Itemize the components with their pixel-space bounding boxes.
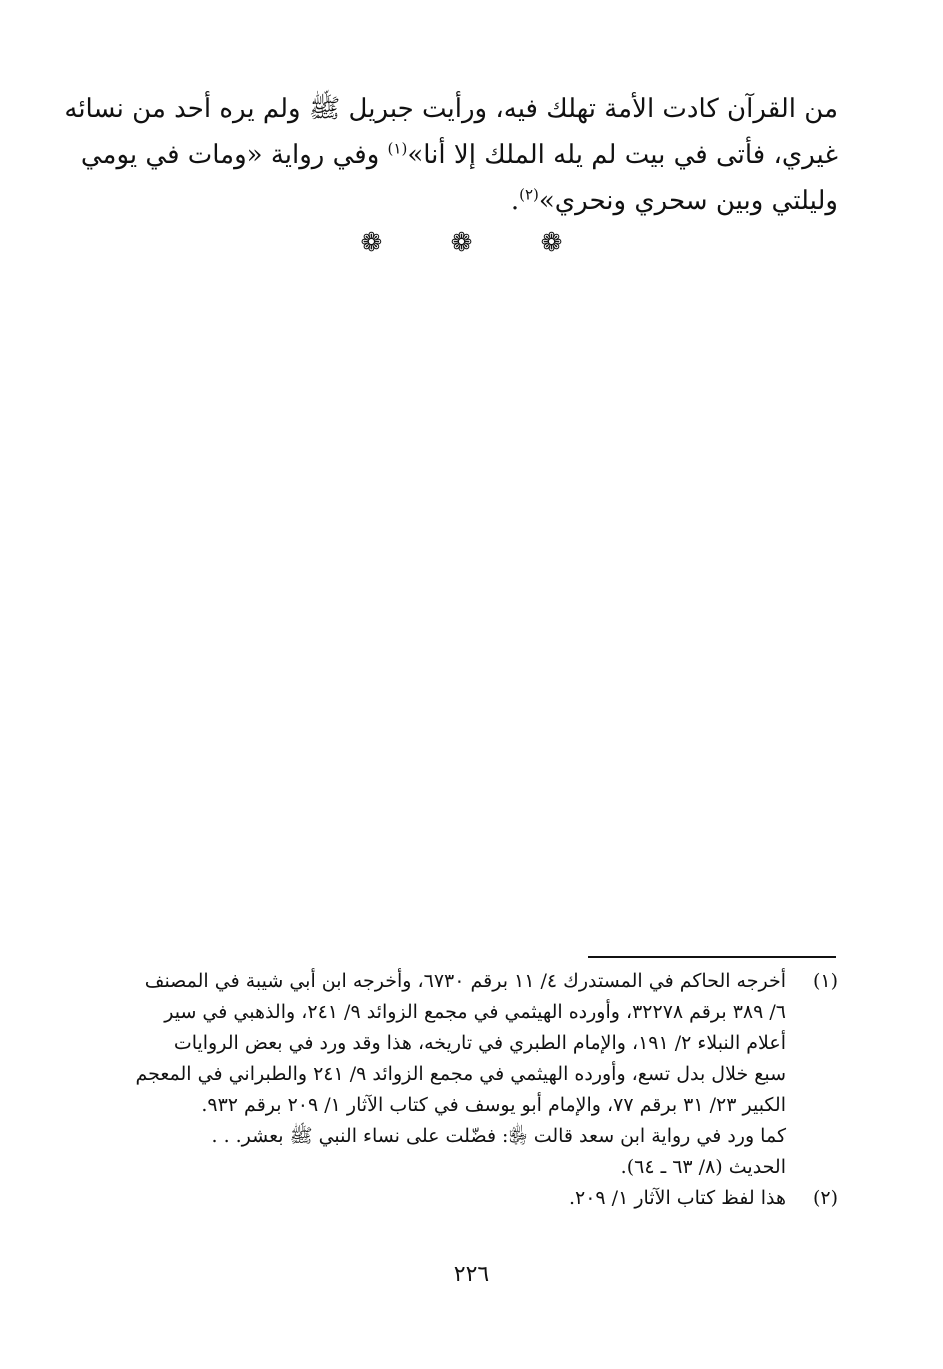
flower-ornament-icon: ❁ xyxy=(540,228,583,258)
main-text-line-part: غيري، فأتى في بيت لم يله الملك إلا أنا» xyxy=(407,140,838,170)
footnote-2 xyxy=(96,1183,838,1214)
page-number: ٢٢٦ xyxy=(453,1262,490,1287)
footnote-line: الحديث (٨/ ٦٣ ـ ٦٤). xyxy=(620,1156,786,1178)
main-text-line xyxy=(80,132,838,178)
footnote-reference[interactable]: (١) xyxy=(387,139,408,158)
flower-ornament-icon: ❁ xyxy=(450,228,493,258)
main-text-line-part: وليلتي وبين سحري ونحري» xyxy=(538,186,838,216)
footnote-1 xyxy=(96,966,838,1183)
main-text-line xyxy=(96,178,838,224)
footnote-number: (٢) xyxy=(812,1187,838,1209)
footnote-line: الكبير ٢٣/ ٣١ برقم ٧٧، والإمام أبو يوسف في كتاب الآثار ١/ ٢٠٩ برقم ٩٣٢. xyxy=(201,1094,786,1116)
footnote-line: كما ورد في رواية ابن سعد قالت ﵂: فضّلت على نساء النبي ﷺ بعشر. . . xyxy=(211,1125,786,1147)
flower-ornament-icon: ❁ xyxy=(360,228,403,258)
footnote-line: أعلام النبلاء ٢/ ١٩١، والإمام الطبري في تاريخه، هذا وقد ورد في بعض الروايات xyxy=(173,1032,786,1054)
section-divider-ornaments xyxy=(0,228,943,258)
footnote-line: ٦/ ٣٨٩ برقم ٣٢٢٧٨، وأورده الهيثمي في مجمع الزوائد ٩/ ٢٤١، والذهبي في سير xyxy=(164,1001,786,1023)
footnote-separator xyxy=(588,956,836,958)
main-text xyxy=(64,86,838,224)
footnote-line: هذا لفظ كتاب الآثار ١/ ٢٠٩. xyxy=(568,1187,786,1209)
footnote-reference[interactable]: (٢) xyxy=(519,185,539,204)
end-punctuation: . xyxy=(510,186,520,216)
footnote-line: سبع خلال بدل تسع، وأورده الهيثمي في مجمع الزوائد ٩/ ٢٤١ والطبراني في المعجم xyxy=(135,1063,786,1085)
footnote-line: أخرجه الحاكم في المستدرك ٤/ ١١ برقم ٦٧٣٠، وأخرجه ابن أبي شيبة في المصنف xyxy=(144,970,786,992)
footnotes xyxy=(96,966,838,1214)
main-text-line: من القرآن كادت الأمة تهلك فيه، ورأيت جبريل ﷺ ولم يره أحد من نسائه xyxy=(64,94,838,124)
main-text-line-part: وفي رواية «ومات في يومي xyxy=(80,140,380,170)
footnote-number: (١) xyxy=(812,970,838,992)
